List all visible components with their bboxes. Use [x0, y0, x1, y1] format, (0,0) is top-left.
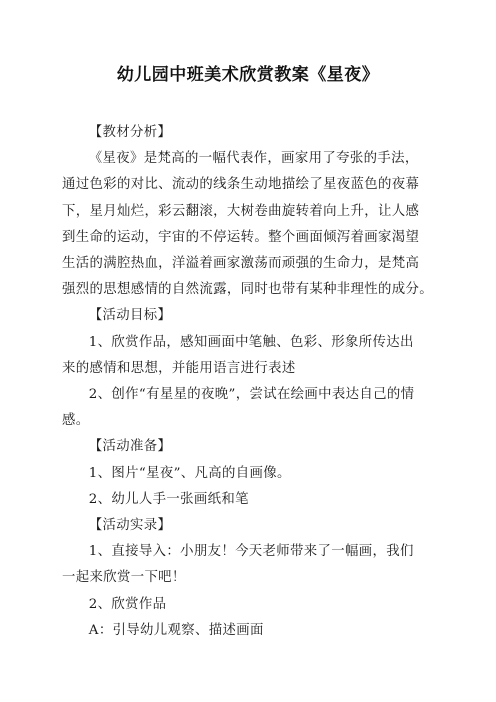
text-line: 强烈的思想感情的自然流露，同时也带有某种非理性的成分。 [62, 282, 433, 298]
section-heading: 【活动目标】 [88, 308, 172, 324]
paragraph [62, 592, 438, 618]
text-line: 一起来欣赏一下吧！ [62, 570, 186, 586]
paragraph [62, 461, 438, 487]
text-line: 《星夜》是梵高的一幅代表作，画家用了夸张的手法， [88, 151, 419, 167]
document-body [62, 120, 438, 644]
paragraph [62, 618, 438, 644]
paragraph [62, 330, 438, 382]
document-title: 幼儿园中班美术欣赏教案《星夜》 [116, 65, 380, 85]
section-heading: 【活动实录】 [88, 518, 172, 534]
text-line: 2、幼儿人手一张画纸和笔 [88, 491, 249, 507]
text-line: 2、创作“有星星的夜晚”，尝试在绘画中表达自己的情 [88, 387, 415, 403]
text-line: 生活的满腔热血，洋溢着画家激荡而顽强的生命力，是梵高 [62, 256, 420, 272]
text-line: A：引导幼儿观察、描述画面 [88, 622, 264, 638]
section-heading: 【教材分析】 [88, 125, 172, 140]
paragraph [62, 146, 438, 303]
section-heading: 【活动准备】 [88, 439, 172, 455]
paragraph [62, 382, 438, 434]
text-line: 通过色彩的对比、流动的线条生动地描绘了星夜蓝色的夜幕 [62, 177, 420, 193]
text-line: 1、图片“星夜”、凡高的自画像。 [88, 465, 291, 481]
text-line: 1、欣赏作品，感知画面中笔触、色彩、形象所传达出 [88, 334, 414, 350]
text-line: 1、直接导入：小朋友！今天老师带来了一幅画，我们 [88, 544, 414, 560]
text-line: 来的感情和思想，并能用语言进行表述 [62, 360, 296, 376]
text-line: 感。 [62, 413, 90, 429]
text-line: 2、欣赏作品 [88, 596, 167, 612]
text-line: 到生命的运动，宇宙的不停运转。整个画面倾泻着画家渴望 [62, 229, 420, 245]
paragraph [62, 487, 438, 513]
paragraph [62, 539, 438, 591]
text-line: 下，星月灿烂，彩云翻滚，大树卷曲旋转着向上升，让人感 [62, 203, 420, 219]
